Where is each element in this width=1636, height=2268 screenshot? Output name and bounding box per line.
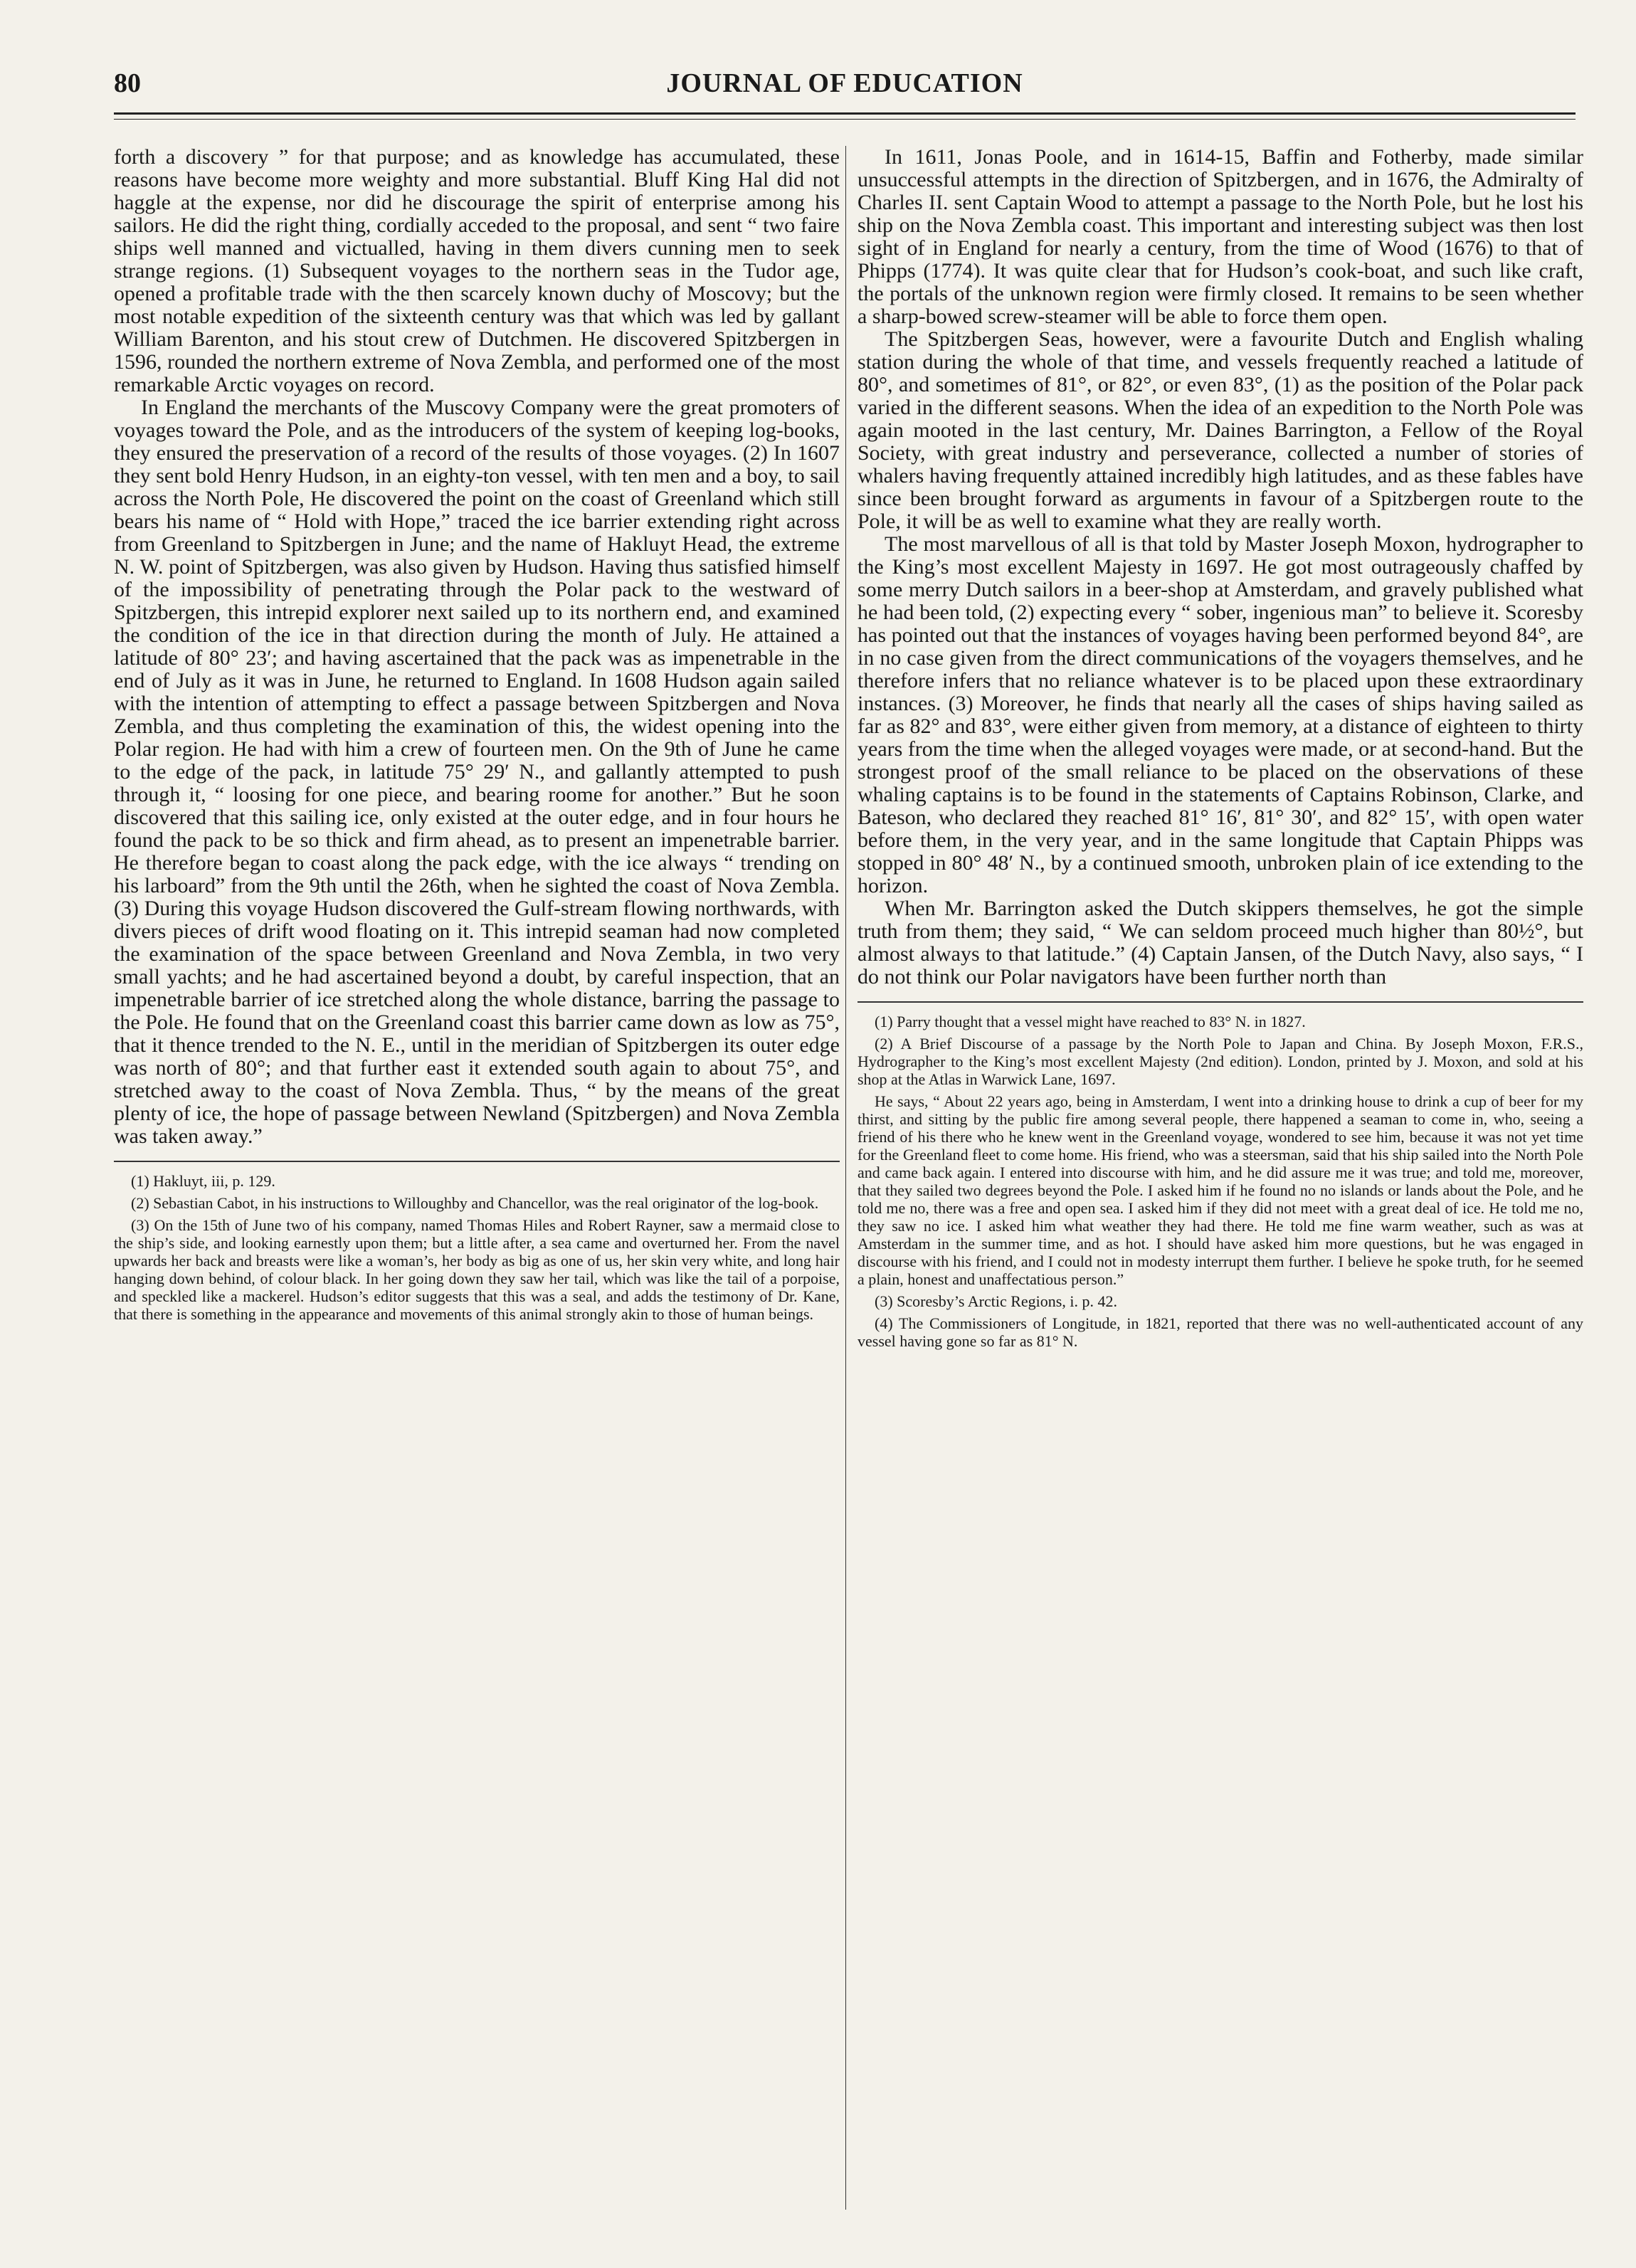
- footnote: (3) On the 15th of June two of his company, named Thomas Hiles and Robert Rayner, saw a mermaid close to the ship’s side, and looking earnestly upon them; but a little after, a sea came and overturned her. From the navel upwards her back and breasts were like a woman’s, her body as big as one of us, her skin very white, and long hair hanging down behind, of colour black. In her going down they saw her tail, which was like the tail of a porpoise, and speckled like a mackerel. Hudson’s editor suggests that this was a seal, and adds the testimony of Dr. Kane, that there is something in the appearance and movements of this animal strongly akin to those of human beings.: [114, 1216, 840, 1323]
- running-head: [114, 68, 1576, 110]
- paragraph: When Mr. Barrington asked the Dutch skippers themselves, he got the simple truth from them; they said, “ We can seldom proceed much higher than 80½°, but almost always to that latitude.” (4) Captain Jansen, of the Dutch Navy, also says, “ I do not think our Polar navigators have been further north than: [857, 897, 1583, 988]
- paragraph: The most marvellous of all is that told by Master Joseph Moxon, hydrographer to the King’s most excellent Majesty in 1697. He got most outrageously chaffed by some merry Dutch sailors in a beer-shop at Amsterdam, and gravely published what he had been told, (2) expecting every “ sober, ingenious man” to believe it. Scoresby has pointed out that the instances of voyages having been performed beyond 84°, are in no case given from the direct communications of the voyagers themselves, and he therefore infers that no reliance whatever is to be placed upon these extraordinary instances. (3) Moreover, he finds that nearly all the cases of ships having sailed as far as 82° and 83°, were either given from memory, at a distance of eighteen to thirty years from the time when the alleged voyages were made, or at second-hand. But the strongest proof of the small reliance to be placed on the observations of these whaling captains is to be found in the statements of Captains Robinson, Clarke, and Bateson, who declared they reached 81° 16′, 81° 30′, and 82° 15′, with open water before them, in the very year, and in the same longitude that Captain Phipps was stopped in 80° 48′ N., by a continued smooth, unbroken plain of ice extending to the horizon.: [857, 532, 1583, 897]
- journal-title: JOURNAL OF EDUCATION: [666, 68, 1023, 98]
- paragraph: In England the merchants of the Muscovy Company were the great promoters of voyages toward the Pole, and as the introducers of the system of keeping log-books, they ensured the preservation of a record of the results of those voyages. (2) In 1607 they sent bold Henry Hudson, in an eighty-ton vessel, with ten men and a boy, to sail across the North Pole, He discovered the point on the coast of Greenland which still bears his name of “ Hold with Hope,” traced the ice barrier extending right across from Greenland to Spitzbergen in June; and the name of Hakluyt Head, the extreme N. W. point of Spitzbergen, was also given by Hudson. Having thus satisfied himself of the impossibility of penetrating through the Polar pack to the westward of Spitzbergen, this intrepid explorer next sailed up to its northern end, and examined the condition of the ice in that direction during the month of July. He attained a latitude of 80° 23′; and having ascertained that the pack was as impenetrable in the end of July as it was in June, he returned to England. In 1608 Hudson again sailed with the intention of attempting to effect a passage between Spitzbergen and Nova Zembla, and thus completing the examination of this, the widest opening into the Polar region. He had with him a crew of fourteen men. On the 9th of June he came to the edge of the pack, in latitude 75° 29′ N., and gallantly attempted to push through it, “ loosing for one piece, and bearing roome for another.” But he soon discovered that this sailing ice, only existed at the outer edge, and in four hours he found the pack to be so thick and firm ahead, as to present an impenetrable barrier. He therefore began to coast along the pack edge, with the ice always “ trending on his larboard” from the 9th until the 26th, when he sighted the coast of Nova Zembla. (3) During this voyage Hudson discovered the Gulf-stream flowing northwards, with divers pieces of drift wood floating on it. This intrepid seaman had now completed the examination of the space between Greenland and Nova Zembla, in two very small yachts; and he had ascertained beyond a doubt, by careful inspection, that an impenetrable barrier of ice stretched along the whole distance, barring the passage to the Pole. He found that on the Greenland coast this barrier came down as low as 75°, that it thence trended to the N. E., until in the meridian of Spitzbergen its outer edge was north of 80°; and that further east it extended south again to about 75°, and stretched away to the coast of Nova Zembla. Thus, “ by the means of the great plenty of ice, the hope of passage between Newland (Spitzbergen) and Nova Zembla was taken away.”: [114, 396, 840, 1148]
- footnote-rule: [114, 1161, 840, 1162]
- left-body-text: [114, 146, 840, 1148]
- footnote: (3) Scoresby’s Arctic Regions, i. p. 42.: [875, 1292, 1117, 1310]
- footnote: (1) Parry thought that a vessel might have reached to 83° N. in 1827.: [875, 1013, 1306, 1030]
- paragraph: The Spitzbergen Seas, however, were a favourite Dutch and English whaling station during the whole of that time, and vessels frequently reached a latitude of 80°, and sometimes of 81°, or 82°, or even 83°, (1) as the position of the Polar pack varied in the different seasons. When the idea of an expedition to the North Pole was again mooted in the last century, Mr. Daines Barrington, a Fellow of the Royal Society, with great industry and perseverance, collected a number of stories of whalers having frequently attained incredibly high latitudes, and as these fables have since been brought forward as arguments in favour of a Spitzbergen route to the Pole, it will be as well to examine what they are really worth.: [857, 327, 1583, 533]
- column-divider: [845, 146, 846, 2210]
- left-column: [114, 146, 840, 2210]
- footnote: (1) Hakluyt, iii, p. 129.: [131, 1172, 275, 1190]
- paragraph: forth a discovery ” for that purpose; and as knowledge has accumulated, these reasons have become more weighty and more substantial. Bluff King Hal did not haggle at the expense, nor did he discourage the spirit of enterprise among his sailors. He did the right thing, cordially acceded to the proposal, and sent “ two faire ships well manned and victualled, having in them divers cunning men to seek strange regions. (1) Subsequent voyages to the northern seas in the Tudor age, opened a profitable trade with the then scarcely known duchy of Moscovy; but the most notable expedition of the sixteenth century was that which was led by gallant William Barenton, and his stout crew of Dutchmen. He discovered Spitzbergen in 1596, rounded the northern extreme of Nova Zembla, and performed one of the most remarkable Arctic voyages on record.: [114, 146, 840, 396]
- footnote: (4) The Commissioners of Longitude, in 1821, reported that there was no well-authenticated account of any vessel having gone so far as 81° N.: [857, 1314, 1583, 1350]
- left-footnotes: [114, 1172, 840, 1323]
- footnote: (2) A Brief Discourse of a passage by the North Pole to Japan and China. By Joseph Moxon, F.R.S., Hydrographer to the King’s most excellent Majesty (2nd edition). London, printed by J. Moxon, and sold at his shop at the Atlas in Warwick Lane, 1697.: [857, 1035, 1583, 1088]
- footnote-rule: [857, 1001, 1583, 1003]
- header-rule: [114, 112, 1576, 120]
- footnote: (2) Sebastian Cabot, in his instructions to Willoughby and Chancellor, was the real originator of the log-book.: [131, 1194, 819, 1212]
- footnote: He says, “ About 22 years ago, being in Amsterdam, I went into a drinking house to drink a cup of beer for my thirst, and sitting by the public fire among several people, there happened a seaman to come in, who, seeing a friend of his there who he knew went in the Greenland voyage, wondered to see him, because it was not yet time for the Greenland fleet to come home. His friend, who was a steersman, said that his ship sailed into the North Pole and came back again. I entered into discourse with him, and he did assure me it was true; and told me, moreover, that they sailed two degrees beyond the Pole. I asked him if he found no no islands or lands about the Pole, and he told me no, there was a free and open sea. I asked him if they did not meet with a great deal of ice. He told me no, they saw no ice. I asked him what weather they had there. He told me fine warm weather, such as was at Amsterdam in the summer time, and as hot. I should have asked him more questions, but he was engaged in discourse with his friend, and I could not in modesty interrupt them further. I believe he spoke truth, for he seemed a plain, honest and unaffectatious person.”: [857, 1092, 1583, 1288]
- right-column: [857, 146, 1583, 2210]
- right-footnotes: [857, 1013, 1583, 1350]
- paragraph: In 1611, Jonas Poole, and in 1614-15, Baffin and Fotherby, made similar unsuccessful attempts in the direction of Spitzbergen, and in 1676, the Admiralty of Charles II. sent Captain Wood to attempt a passage to the North Pole, but he lost his ship on the Nova Zembla coast. This important and interesting subject was then lost sight of in England for nearly a century, from the time of Wood (1676) to that of Phipps (1774). It was quite clear that for Hudson’s cook-boat, and such like craft, the portals of the unknown region were firmly closed. It remains to be seen whether a sharp-bowed screw-steamer will be able to force them open.: [857, 146, 1583, 328]
- right-body-text: [857, 146, 1583, 988]
- page-number: 80: [114, 68, 141, 98]
